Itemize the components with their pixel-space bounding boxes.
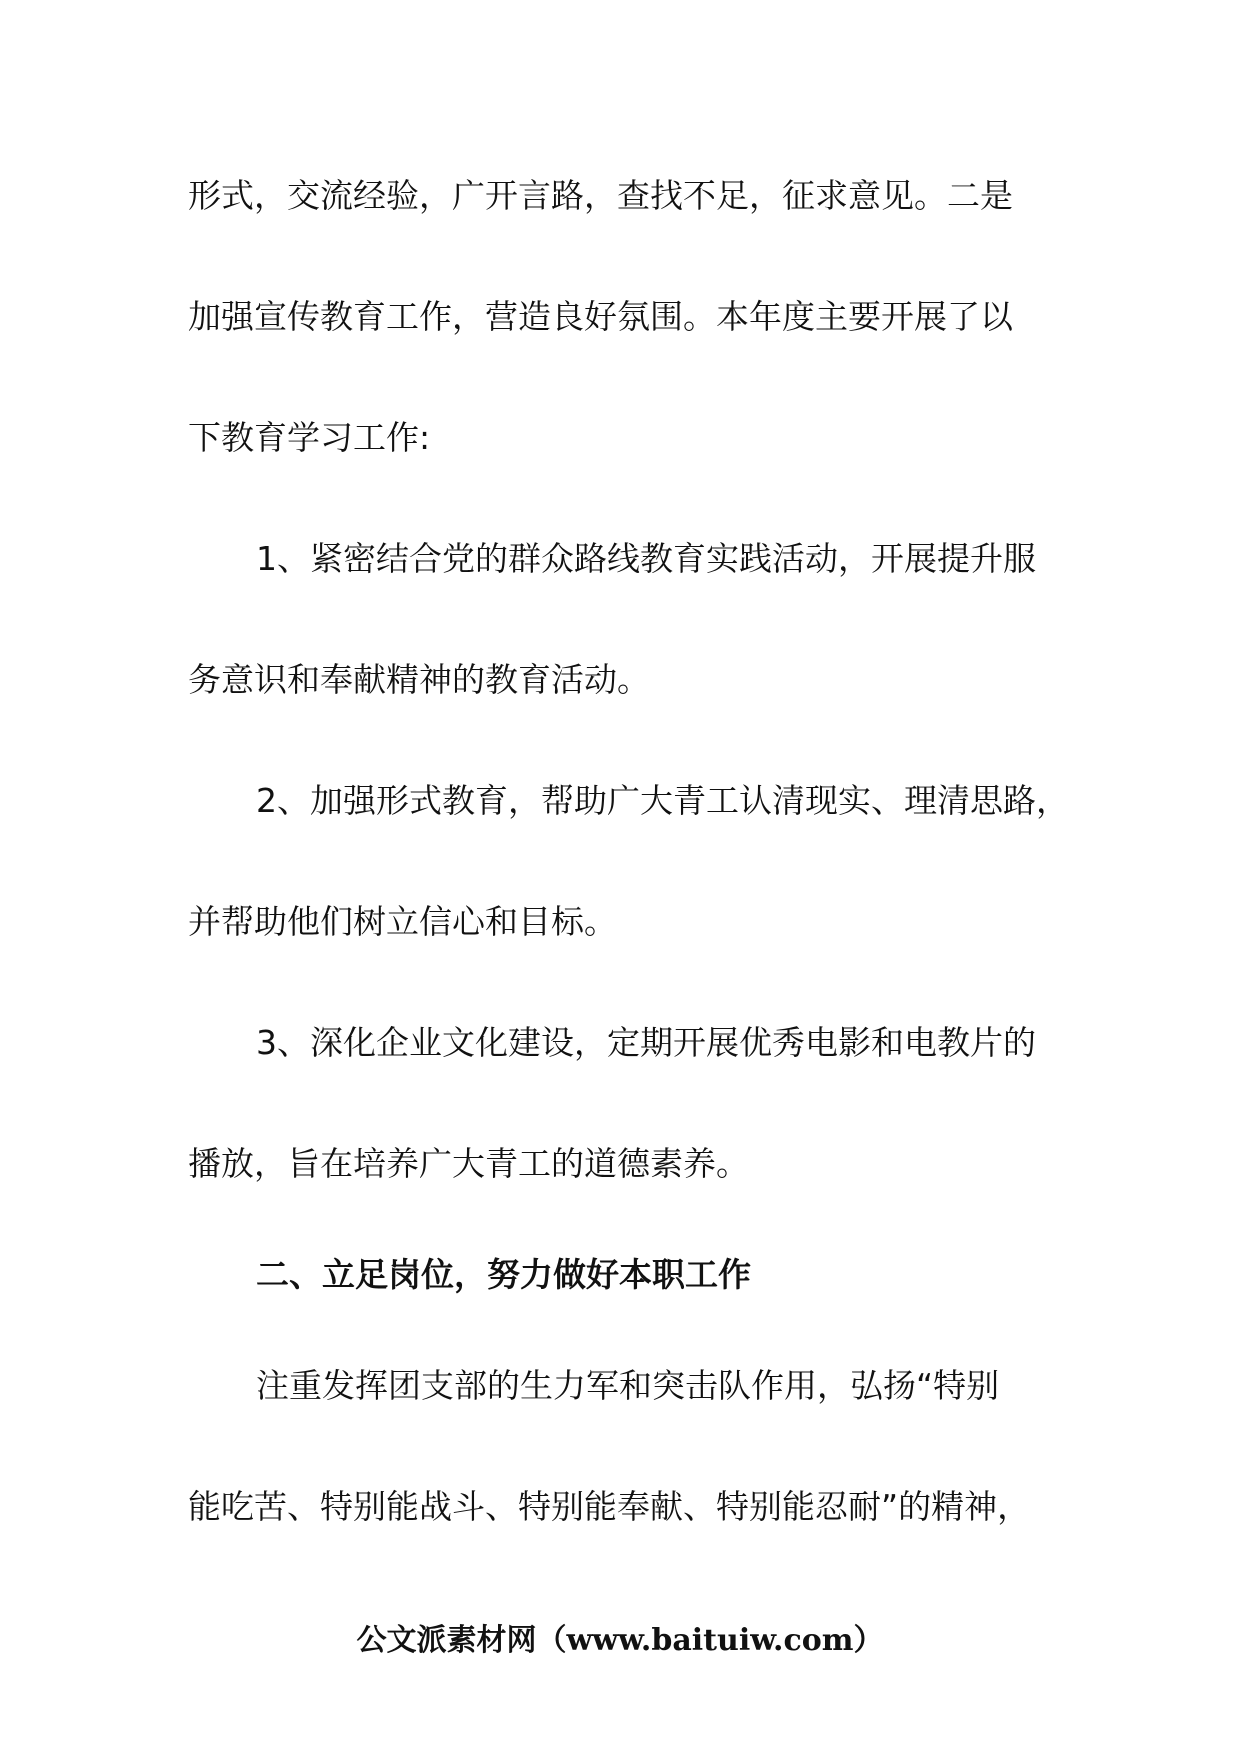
body-line-1: 形式，交流经验，广开言路，查找不足，征求意见。二是 <box>188 176 1013 215</box>
footer-watermark: 公文派素材网（www.baituiw.com） <box>356 1623 884 1658</box>
list-item-1-line-1: 1、紧密结合党的群众路线教育实践活动，开展提升服 <box>256 539 1036 578</box>
paragraph-line-1: 注重发挥团支部的生力军和突击队作用，弘扬“特别 <box>256 1366 1000 1405</box>
body-line-2: 加强宣传教育工作，营造良好氛围。本年度主要开展了以 <box>188 297 1013 336</box>
list-item-2-line-2: 并帮助他们树立信心和目标。 <box>188 902 617 941</box>
list-item-2-line-1: 2、加强形式教育，帮助广大青工认清现实、理清思路， <box>256 781 1069 820</box>
body-line-3: 下教育学习工作: <box>188 418 431 457</box>
paragraph-line-2: 能吃苦、特别能战斗、特别能奉献、特别能忍耐”的精神， <box>188 1487 1031 1526</box>
section-heading: 二、立足岗位，努力做好本职工作 <box>256 1255 751 1294</box>
list-item-1-line-2: 务意识和奉献精神的教育活动。 <box>188 660 650 699</box>
list-item-3-line-1: 3、深化企业文化建设，定期开展优秀电影和电教片的 <box>256 1023 1036 1062</box>
list-item-3-line-2: 播放，旨在培养广大青工的道德素养。 <box>188 1144 749 1183</box>
